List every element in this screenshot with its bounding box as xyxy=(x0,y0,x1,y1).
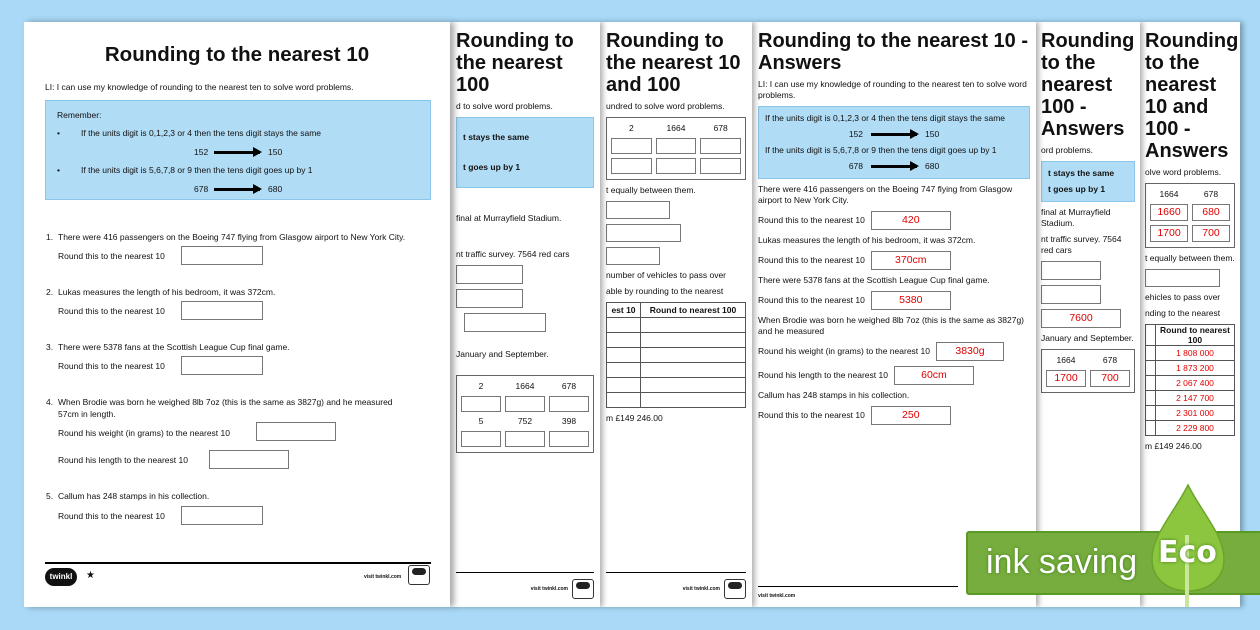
question-text: final at Murrayfield Stadium. xyxy=(1041,207,1111,228)
table-cell: 2 147 700 xyxy=(1156,391,1235,406)
rule-text: If the units digit is 0,1,2,3 or 4 then the tens digit stays the same xyxy=(765,113,1006,123)
answer-box: 700 xyxy=(1192,225,1230,242)
grid-number: 398 xyxy=(561,416,577,426)
learning-intention: ord problems. xyxy=(1041,145,1093,155)
answer-box: 700 xyxy=(1090,370,1130,387)
grid-number: 1664 xyxy=(1159,189,1179,199)
eco-leaf-icon xyxy=(1150,483,1226,607)
worksheet-nearest-10-and-100 xyxy=(600,22,752,607)
star-icon: ★ xyxy=(86,570,95,581)
rule-text: t goes up by 1 xyxy=(463,162,521,172)
question-number: 4. xyxy=(46,397,54,407)
answer-box xyxy=(461,431,501,447)
twinkl-logo: twinkl xyxy=(45,568,77,586)
footer-link: visit twinkl.com xyxy=(758,593,796,599)
remember-label: Remember: xyxy=(57,110,102,120)
question-prompt: Round this to the nearest 10 xyxy=(758,295,865,305)
question-text: January and September. xyxy=(456,349,549,359)
answer-box: 5380 xyxy=(871,291,951,310)
question-text: Lukas measures the length of his bedroom, it was 372cm. xyxy=(58,287,276,297)
table-cell: 1 873 200 xyxy=(1156,361,1235,376)
answer-box xyxy=(549,431,589,447)
rule-text: If the units digit is 5,6,7,8 or 9 then the tens digit goes up by 1 xyxy=(765,145,997,155)
remember-box xyxy=(45,100,431,200)
bullet: • xyxy=(57,128,60,138)
rule-text: If the units digit is 0,1,2,3 or 4 then the tens digit stays the same xyxy=(81,128,322,138)
table-cell: 2 229 800 xyxy=(1156,421,1235,436)
answer-box: 1700 xyxy=(1150,225,1188,242)
example-to: 150 xyxy=(925,129,940,139)
question-prompt: Round his length to the nearest 10 xyxy=(58,455,188,465)
answer-box xyxy=(611,158,652,174)
grid-number: 2 xyxy=(478,381,484,391)
question-text: nding to the nearest xyxy=(1145,308,1221,318)
arrow-right-icon xyxy=(214,188,260,191)
answer-box xyxy=(606,247,660,265)
vehicles-table xyxy=(606,302,746,408)
answer-box: 60cm xyxy=(894,366,974,385)
answer-box: 7600 xyxy=(1041,309,1121,328)
sheet-title: Rounding to the nearest 10 xyxy=(104,43,370,66)
question-prompt: Round this to the nearest 10 xyxy=(758,215,865,225)
answer-box: 1700 xyxy=(1046,370,1086,387)
answer-box xyxy=(1145,269,1220,287)
answer-box: 3830g xyxy=(936,342,1004,361)
example-from: 678 xyxy=(848,161,863,171)
worksheet-nearest-10-answers xyxy=(752,22,1036,607)
quality-badge-icon xyxy=(408,565,430,585)
bullet: • xyxy=(57,165,60,175)
answer-box xyxy=(209,450,289,469)
learning-intention: LI: I can use my knowledge of rounding to the nearest ten to solve word problems. xyxy=(758,79,1027,100)
footer-link: visit twinkl.com xyxy=(682,586,720,592)
answer-box xyxy=(656,138,697,154)
question-text: t equally between them. xyxy=(1145,253,1235,263)
remember-box xyxy=(1041,161,1135,202)
arrow-right-icon xyxy=(871,133,917,136)
answer-box xyxy=(611,138,652,154)
example-to: 680 xyxy=(268,184,283,194)
question-text: There were 416 passengers on the Boeing 747 flying from Glasgow airport to New York City. xyxy=(758,184,1013,205)
answer-box: 680 xyxy=(1192,204,1230,221)
answer-box xyxy=(461,396,501,412)
table-header: Round to nearest 100 xyxy=(641,303,746,318)
footer-link: visit twinkl.com xyxy=(530,586,568,592)
footer-rule xyxy=(45,562,431,564)
grid-number: 1664 xyxy=(666,123,686,133)
answer-box xyxy=(456,265,523,284)
question-text: able by rounding to the nearest xyxy=(606,286,724,296)
question-text: final at Murrayfield Stadium. xyxy=(456,213,562,223)
question-prompt: Round his weight (in grams) to the nearest 10 xyxy=(58,428,230,438)
grid-number: 678 xyxy=(713,123,728,133)
footer-rule xyxy=(456,572,594,599)
answer-box xyxy=(505,431,545,447)
answer-box xyxy=(456,289,523,308)
question-text: 57cm in length. xyxy=(58,409,116,419)
arrow-right-icon xyxy=(214,151,260,154)
answer-box xyxy=(549,396,589,412)
answer-box: 250 xyxy=(871,406,951,425)
grid-number: 1664 xyxy=(515,381,535,391)
table-cell: 2 301 000 xyxy=(1156,406,1235,421)
answer-box xyxy=(606,201,670,219)
answer-box: 370cm xyxy=(871,251,951,270)
arrow-right-icon xyxy=(871,165,917,168)
answer-box xyxy=(700,138,741,154)
sheet-title: Rounding to the nearest 10 - Answers xyxy=(758,30,1029,74)
question-number: 2. xyxy=(46,287,54,297)
vehicles-table xyxy=(1145,324,1235,436)
worksheet-nearest-100 xyxy=(450,22,600,607)
learning-intention: d to solve word problems. xyxy=(456,101,553,111)
answer-box xyxy=(256,422,336,441)
question-text: When Brodie was born he weighed 8lb 7oz (this is the same as 3827g) and he measured xyxy=(58,397,393,407)
worksheet-nearest-100-answers xyxy=(1036,22,1140,607)
answer-box xyxy=(700,158,741,174)
question-text: nt traffic survey. 7564 red cars xyxy=(1041,234,1122,255)
footer-rule xyxy=(758,586,958,599)
answer-box xyxy=(181,506,263,525)
example-from: 152 xyxy=(848,129,863,139)
grid-number: 752 xyxy=(517,416,533,426)
number-grid xyxy=(1041,349,1135,393)
learning-intention: olve word problems. xyxy=(1145,167,1222,177)
worksheet-nearest-10 xyxy=(24,22,450,607)
table-header: est 10 xyxy=(607,303,641,318)
remember-box xyxy=(758,106,1030,179)
answer-box xyxy=(656,158,697,174)
footer-link: visit twinkl.com xyxy=(364,574,402,580)
question-prompt: Round his length to the nearest 10 xyxy=(758,370,888,380)
question-prompt: Round this to the nearest 10 xyxy=(58,511,165,521)
question-number: 3. xyxy=(46,342,54,352)
question-prompt: Round this to the nearest 10 xyxy=(58,306,165,316)
question-text: There were 5378 fans at the Scottish League Cup final game. xyxy=(58,342,290,352)
question-number: 5. xyxy=(46,491,54,501)
quality-badge-icon xyxy=(724,579,746,599)
example-from: 678 xyxy=(194,184,209,194)
table-header: Round to nearest 100 xyxy=(1156,325,1235,346)
rule-text: t stays the same xyxy=(1048,168,1115,178)
grid-number: 2 xyxy=(628,123,634,133)
question-text: t equally between them. xyxy=(606,185,696,195)
example-from: 152 xyxy=(194,147,209,157)
question-text: m £149 246.00 xyxy=(606,413,663,423)
sheet-title: Rounding to the nearest 100 - Answers xyxy=(1041,30,1135,140)
question-text: When Brodie was born he weighed 8lb 7oz (this is the same as 3827g) and he measured xyxy=(758,315,1025,336)
question-prompt: Round this to the nearest 10 xyxy=(58,361,165,371)
grid-number: 678 xyxy=(1102,355,1118,365)
quality-badge-icon xyxy=(572,579,594,599)
question-text: ehicles to pass over xyxy=(1145,292,1221,302)
answer-box: 1660 xyxy=(1150,204,1188,221)
number-grid xyxy=(456,375,594,453)
question-text: January and September. xyxy=(1041,333,1134,343)
grid-number: 678 xyxy=(561,381,577,391)
rule-text: t goes up by 1 xyxy=(1048,184,1106,194)
answer-box xyxy=(181,301,263,320)
question-text: There were 5378 fans at the Scottish League Cup final game. xyxy=(758,275,990,285)
grid-number: 678 xyxy=(1203,189,1219,199)
sheet-title: Rounding to the nearest 10 and 100 - Answers xyxy=(1145,30,1239,162)
answer-box xyxy=(464,313,546,332)
answer-box xyxy=(606,224,681,242)
grid-number: 1664 xyxy=(1056,355,1076,365)
question-prompt: Round this to the nearest 10 xyxy=(758,410,865,420)
footer-rule xyxy=(606,572,746,599)
question-prompt: Round this to the nearest 10 xyxy=(758,255,865,265)
number-grid xyxy=(606,117,746,180)
remember-box xyxy=(456,117,594,188)
ink-saving-label: ink saving xyxy=(986,543,1138,581)
table-cell: 1 808 000 xyxy=(1156,346,1235,361)
question-prompt: Round this to the nearest 10 xyxy=(58,251,165,261)
question-text: nt traffic survey. 7564 red cars xyxy=(456,249,570,259)
example-to: 680 xyxy=(925,161,940,171)
answer-box xyxy=(181,356,263,375)
question-text: Callum has 248 stamps in his collection. xyxy=(58,491,210,501)
example-to: 150 xyxy=(268,147,283,157)
rule-text: If the units digit is 5,6,7,8 or 9 then the tens digit goes up by 1 xyxy=(81,165,313,175)
answer-box xyxy=(1041,285,1101,304)
number-grid xyxy=(1145,183,1235,248)
eco-label: Eco xyxy=(1158,535,1217,570)
answer-box xyxy=(505,396,545,412)
answer-box xyxy=(181,246,263,265)
sheet-title: Rounding to the nearest 100 xyxy=(456,30,574,96)
question-text: m £149 246.00 xyxy=(1145,441,1202,451)
answer-box: 420 xyxy=(871,211,951,230)
table-cell: 2 067 400 xyxy=(1156,376,1235,391)
question-text: Callum has 248 stamps in his collection. xyxy=(758,390,910,400)
learning-intention: undred to solve word problems. xyxy=(606,101,725,111)
question-text: number of vehicles to pass over xyxy=(606,270,727,280)
learning-intention: LI: I can use my knowledge of rounding to the nearest ten to solve word problems. xyxy=(45,82,354,92)
question-number: 1. xyxy=(46,232,54,242)
question-prompt: Round his weight (in grams) to the nearest 10 xyxy=(758,346,930,356)
grid-number: 5 xyxy=(478,416,484,426)
question-text: There were 416 passengers on the Boeing 747 flying from Glasgow airport to New York City. xyxy=(58,232,406,242)
question-text: Lukas measures the length of his bedroom, it was 372cm. xyxy=(758,235,976,245)
answer-box xyxy=(1041,261,1101,280)
rule-text: t stays the same xyxy=(463,132,530,142)
sheet-title: Rounding to the nearest 10 and 100 xyxy=(606,30,741,96)
